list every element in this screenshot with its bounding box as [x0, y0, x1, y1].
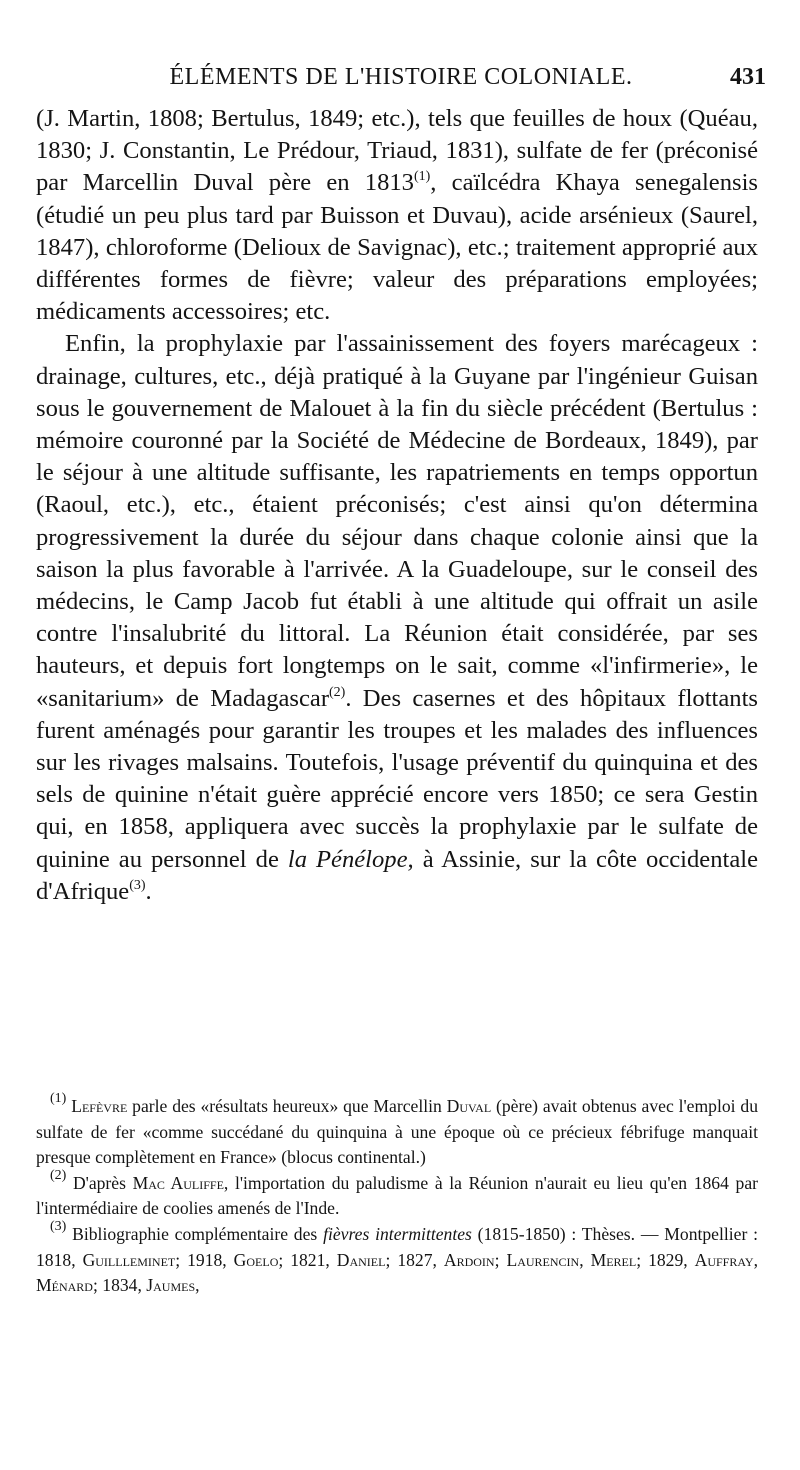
footnote-author: Mac Auliffe [132, 1172, 224, 1193]
footnote-author: Ardoin [443, 1249, 495, 1270]
paragraph-1 [36, 103, 758, 328]
page-number: 431 [730, 64, 766, 90]
footnote-text: ; 1834, [92, 1275, 147, 1296]
footnote-author: Goelo [233, 1249, 279, 1270]
footnote-text: (1815-1850) : Thèses. — Montpellier : 1818, [36, 1223, 759, 1270]
footnote-2 [36, 1167, 758, 1222]
footnote-author: Daniel [336, 1249, 386, 1270]
paragraph-2-text-d: . [145, 877, 152, 905]
footnote-text: , [753, 1249, 758, 1270]
ship-name: la Pénélope, [287, 845, 414, 873]
footnote-text: , [195, 1275, 200, 1296]
footnote-author: Lefèvre [71, 1096, 128, 1116]
footnote-marker: (2) [50, 1167, 67, 1183]
running-title: ÉLÉMENTS DE L'HISTOIRE COLONIALE. [169, 64, 633, 90]
footnote-author: Merel [590, 1249, 637, 1270]
footnote-text: , l'importation du paludisme à la Réunion n'aurait eu lieu qu'en 1864 par l'intermédiaire de coolies amenés de l'Inde. [36, 1172, 758, 1219]
footnote-1 [36, 1091, 758, 1171]
footnote-text: parle des «résultats heureux» que Marcellin [127, 1096, 447, 1116]
footnotes [36, 1091, 759, 1299]
footnote-author: Ménard [36, 1275, 93, 1296]
footnote-marker: (3) [50, 1218, 67, 1234]
footnote-author: Duval [446, 1096, 492, 1116]
footnote-author: Laurencin [506, 1249, 580, 1270]
footnote-marker: (1) [50, 1091, 67, 1106]
footnote-text: , [579, 1249, 591, 1270]
footnote-text: ; [494, 1249, 507, 1270]
paragraph-2-text-a: Enfin, la prophylaxie par l'assainissement des foyers marécageux : drainage, cultures, etc., déjà pratiqué à la Guyane par l'ingénieur Guisan sous le gouvernement de Malouet à la fin du siècle précédent (Bertulus : mémoire couronné par la Société de Médecine de Bordeaux, 1849), par le séjour à une altitude suffisante, les rapatriements en temps opportun (Raoul, etc.), etc., étaient préconisés; c'est ainsi qu'on détermina progressivement la durée du séjour dans chaque colonie ainsi que la saison la plus favorable à l'arrivée. A la Guadeloupe, sur le conseil des médecins, le Camp Jacob fut établi à une altitude qui offrait un asile contre l'insalubrité du littoral. La Réunion était considérée, par ses hauteurs, et depuis fort longtemps on le sait, comme «l'infirmerie», le «sanitarium» de Madagascar [36, 330, 758, 712]
footnote-italic: fièvres intermittentes [323, 1223, 472, 1244]
footnote-author: Auffray [694, 1249, 754, 1270]
footnote-ref-1: (1) [413, 169, 431, 185]
footnote-text: (père) avait obtenus avec l'emploi du sulfate de fer «comme succédané du quinquina à une époque où ce précieux fébrifuge manquait presque complètement en France» (blocus continental.) [36, 1096, 758, 1168]
paragraph-2-text-c: à Assinie, sur la côte occidentale d'Afrique [36, 845, 758, 905]
footnote-ref-3: (3) [129, 877, 146, 893]
page-header [36, 62, 766, 92]
paragraph-2-text-b: . Des casernes et des hôpitaux flottants furent aménagés pour garantir les troupes et les malades des influences sur les rivages malsains. Toutefois, l'usage préventif du quinquina et des sels de quinine n'était guère apprécié encore vers 1850; ce sera Gestin qui, en 1858, appliquera avec succès la prophylaxie par le sulfate de quinine au personnel de [36, 684, 758, 873]
footnote-author: Jaumes [146, 1275, 196, 1296]
footnote-text: ; 1829, [636, 1249, 695, 1270]
footnote-text: ; 1827, [385, 1249, 444, 1270]
footnote-text: ; 1821, [278, 1249, 337, 1270]
footnote-text: ; 1918, [175, 1249, 234, 1270]
paragraph-1-text-b: , caïlcédra Khaya senegalensis (étudié un peu plus tard par Buisson et Duvau), acide arsénieux (Saurel, 1847), chloroforme (Delioux de Savignac), etc.; traitement approprié aux différentes formes de fièvre; valeur des préparations employées; médicaments accessoires; etc. [36, 169, 758, 326]
paragraph-2 [36, 328, 758, 908]
paragraph-1-text-a: (J. Martin, 1808; Bertulus, 1849; etc.), tels que feuilles de houx (Quéau, 1830; J. Constantin, Le Prédour, Triaud, 1831), sulfate de fer (préconisé par Marcellin Duval père en 1813 [36, 105, 758, 197]
footnote-3 [36, 1218, 759, 1299]
footnote-text: Bibliographie complémentaire des [66, 1223, 324, 1244]
footnote-text: D'après [66, 1172, 133, 1193]
footnote-ref-2: (2) [329, 684, 346, 700]
main-text [36, 103, 758, 908]
footnote-author: Guillleminet [82, 1249, 176, 1270]
